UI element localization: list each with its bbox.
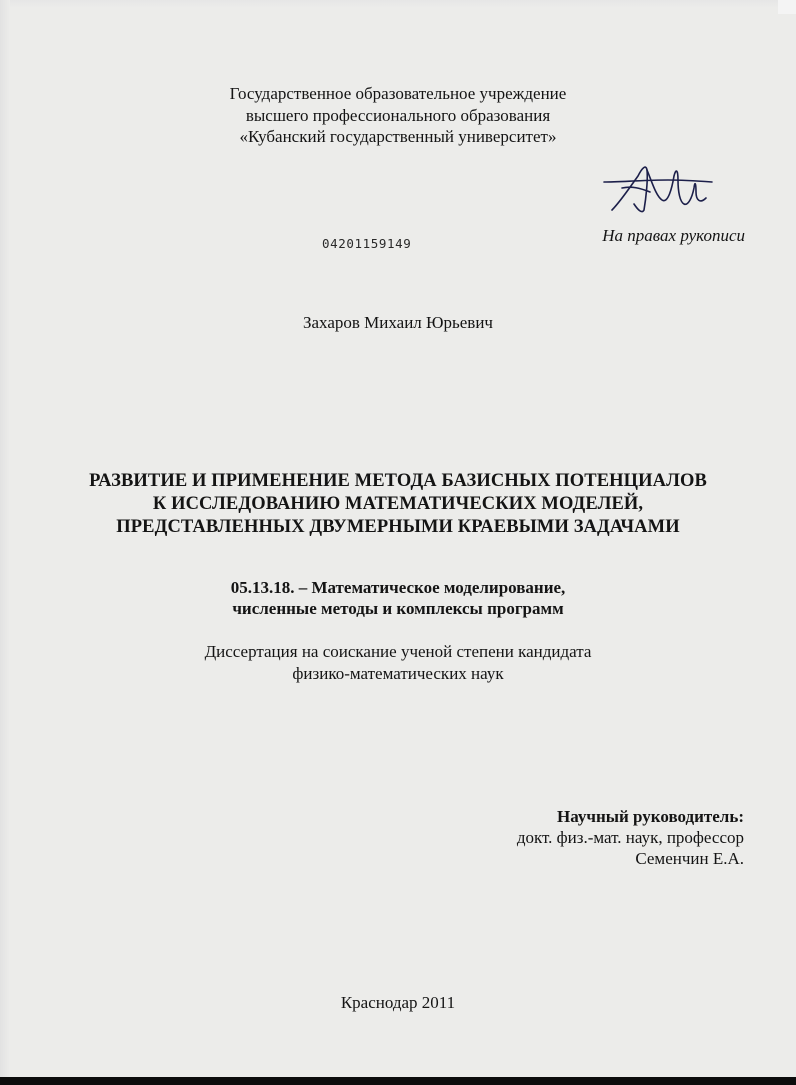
institution-line-1: Государственное образовательное учреждение <box>229 84 567 103</box>
handwritten-signature <box>598 158 716 224</box>
specialty-line-1: 05.13.18. – Математическое моделирование, <box>230 578 566 597</box>
institution-line-2: высшего профессионального образования <box>245 106 551 125</box>
scan-edge-bottom <box>0 1077 796 1085</box>
manuscript-note: На правах рукописи <box>602 226 745 245</box>
institution-line-3: «Кубанский государственный университет» <box>239 127 557 146</box>
supervisor-credentials: докт. физ.-мат. наук, профессор <box>516 828 744 847</box>
place-year: Краснодар 2011 <box>340 993 456 1012</box>
specialty-line-2: численные методы и комплексы программ <box>232 599 564 618</box>
title-line-2: К ИССЛЕДОВАНИЮ МАТЕМАТИЧЕСКИХ МОДЕЛЕЙ, <box>152 494 644 514</box>
title-line-3: ПРЕДСТАВЛЕННЫХ ДВУМЕРНЫМИ КРАЕВЫМИ ЗАДАЧАМИ <box>116 517 680 537</box>
scan-corner <box>778 0 796 14</box>
title-line-1: РАЗВИТИЕ И ПРИМЕНЕНИЕ МЕТОДА БАЗИСНЫХ ПОТЕНЦИАЛОВ <box>89 471 707 491</box>
degree-line-1: Диссертация на соискание ученой степени кандидата <box>204 642 592 661</box>
supervisor-heading: Научный руководитель: <box>557 807 744 826</box>
supervisor-name: Семенчин Е.А. <box>635 849 744 868</box>
stamp-number: 04201159149 <box>322 236 412 251</box>
scan-edge-top <box>0 0 796 8</box>
scan-edge-left <box>0 0 10 1085</box>
author-name: Захаров Михаил Юрьевич <box>303 313 493 332</box>
degree-line-2: физико-математических наук <box>292 664 504 683</box>
